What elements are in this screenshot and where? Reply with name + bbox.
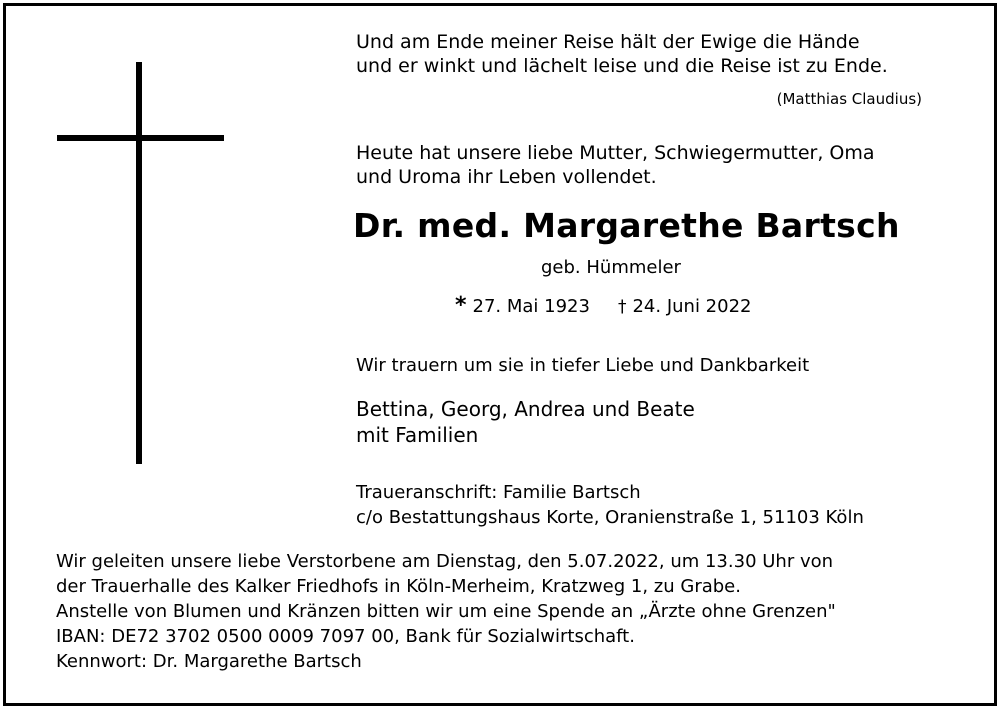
mourners	[356, 396, 695, 448]
address-line: Traueranschrift: Familie Bartsch	[356, 482, 641, 503]
intro-line: Heute hat unsere liebe Mutter, Schwiegermutter, Oma	[356, 142, 875, 164]
address-line: c/o Bestattungshaus Korte, Oranienstraße 1, 51103 Köln	[356, 507, 864, 528]
funeral-line: Wir geleiten unsere liebe Verstorbene am Dienstag, den 5.07.2022, um 13.30 Uhr von	[56, 551, 834, 572]
quote-line: Und am Ende meiner Reise hält der Ewige die Hände	[356, 31, 860, 53]
intro-text	[356, 141, 875, 189]
deceased-name: Dr. med. Margarethe Bartsch	[353, 206, 900, 245]
birth-date: 27. Mai 1923	[472, 296, 590, 317]
cross-vertical-bar	[136, 62, 142, 464]
death-date: 24. Juni 2022	[632, 296, 752, 317]
mourners-line: mit Familien	[356, 423, 479, 447]
keyword-line: Kennwort: Dr. Margarethe Bartsch	[56, 651, 362, 672]
quote-author: (Matthias Claudius)	[776, 90, 922, 108]
funeral-details	[56, 549, 836, 674]
death-dagger-icon: †	[617, 297, 627, 317]
maiden-name: geb. Hümmeler	[541, 257, 681, 278]
mourning-address	[356, 480, 864, 530]
funeral-line: der Trauerhalle des Kalker Friedhofs in Köln-Merheim, Kratzweg 1, zu Grabe.	[56, 576, 741, 597]
quote	[356, 30, 888, 78]
intro-line: und Uroma ihr Leben vollendet.	[356, 166, 657, 188]
mourning-text: Wir trauern um sie in tiefer Liebe und Dankbarkeit	[356, 355, 810, 376]
life-dates	[455, 294, 751, 319]
mourners-line: Bettina, Georg, Andrea und Beate	[356, 397, 695, 421]
donation-line: Anstelle von Blumen und Kränzen bitten wir um eine Spende an „Ärzte ohne Grenzen"	[56, 601, 836, 622]
iban-line: IBAN: DE72 3702 0500 0009 7097 00, Bank für Sozialwirtschaft.	[56, 626, 635, 647]
cross-horizontal-bar	[57, 135, 224, 141]
birth-star-icon: *	[455, 293, 467, 318]
quote-line: und er winkt und lächelt leise und die Reise ist zu Ende.	[356, 55, 888, 77]
